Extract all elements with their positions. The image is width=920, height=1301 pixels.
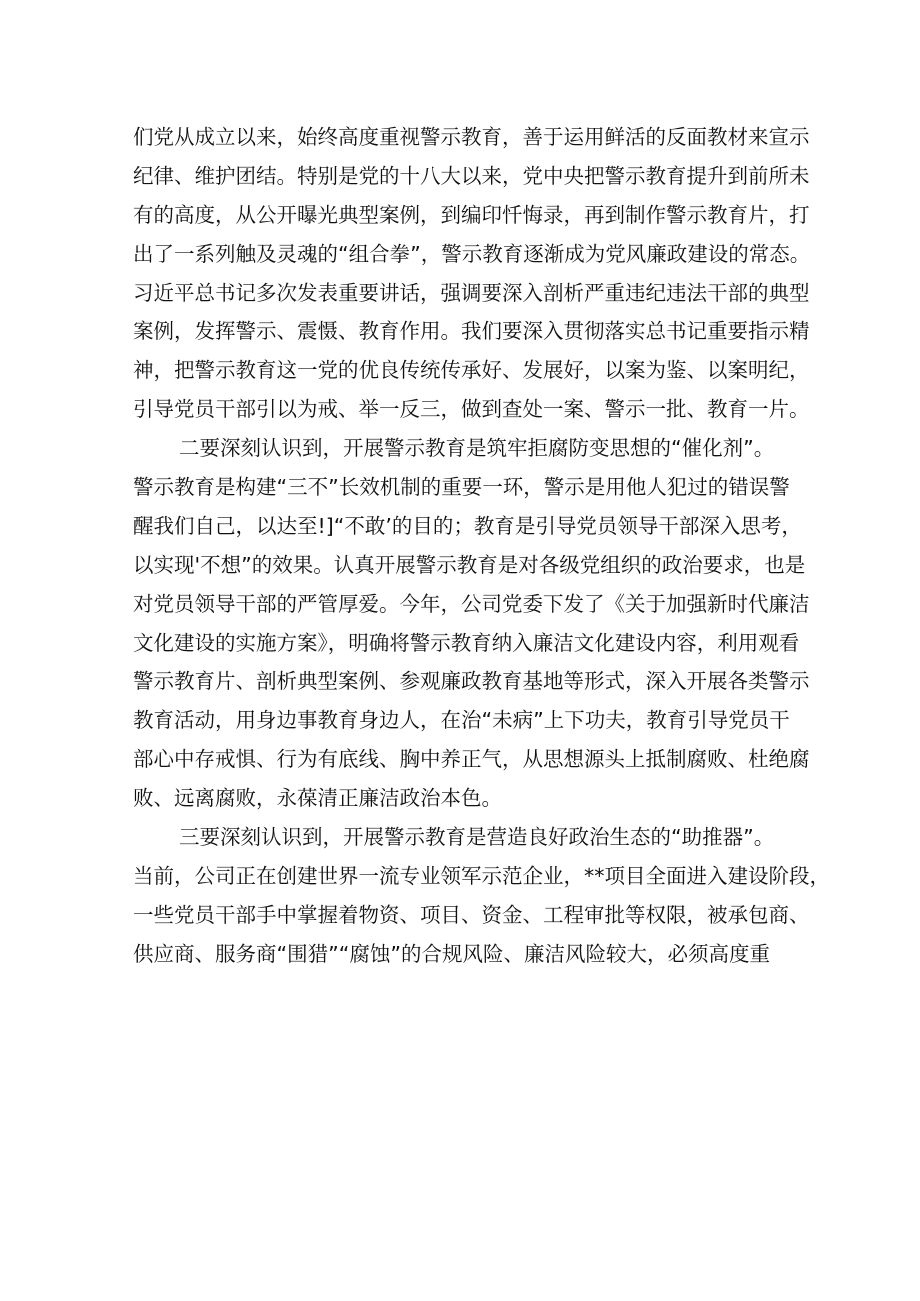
text-line: 以实现'不想”的效果。认真开展警示教育是对各级党组织的政治要求，也是 [133, 552, 806, 577]
body-text [133, 118, 830, 974]
paragraph-start-line: 二要深刻认识到，开展警示教育是筑牢拒腐防变思想的“催化剂”。 [179, 436, 775, 461]
text-line: 出了一系列触及灵魂的“组合拳”，警示教育逐渐成为党风廉政建设的常态。 [133, 241, 811, 266]
text-line: 败、远离腐败，永葆清正廉洁政治本色。 [133, 786, 502, 811]
text-line: 案例，发挥警示、震慑、教育作用。我们要深入贯彻落实总书记重要指示精 [133, 319, 810, 344]
text-line: 供应商、服务商“围猎”“腐蚀”的合规风险、廉洁风险较大，必须高度重 [133, 941, 770, 966]
text-line: 有的高度，从公开曝光典型案例，到编印忏悔录，再到制作警示教育片，打 [133, 202, 810, 227]
text-line: 们党从成立以来，始终高度重视警示教育，善于运用鲜活的反面教材来宣示 [133, 125, 810, 149]
text-line: 神，把警示教育这一党的优良传统传承好、发展好，以案为鉴、以案明纪， [133, 358, 810, 383]
text-line: 醒我们自己，以达至!]“不敢’的目的；教育是引导党员领导干部深入思考， [133, 513, 802, 538]
text-line: 一些党员干部手中掌握着物资、项目、资金、工程审批等权限，被承包商、 [133, 902, 810, 927]
text-line: 文化建设的实施方案》，明确将警示教育纳入廉洁文化建设内容，利用观看 [133, 630, 800, 655]
text-line: 部心中存戒惧、行为有底线、胸中养正气，从思想源头上抵制腐败、杜绝腐 [133, 747, 810, 772]
text-line: 警示教育片、剖析典型案例、参观廉政教育基地等形式，深入开展各类警示 [133, 669, 810, 694]
text-line: 对党员领导干部的严管厚爱。今年，公司党委下发了《关于加强新时代廉洁 [133, 591, 810, 616]
paragraph-start-line: 三要深刻认识到，开展警示教育是营造良好政治生态的“助推器”。 [179, 825, 775, 850]
text-line: 教育活动，用身边事教育身边人，在治“未病”上下功夫，教育引导党员干 [133, 708, 790, 733]
text-line: 纪律、维护团结。特别是党的十八大以来，党中央把警示教育提升到前所未 [133, 163, 810, 188]
text-line: 当前，公司正在创建世界一流专业领军示范企业，**项目全面进入建设阶段， [133, 863, 830, 888]
text-line: 警示教育是构建“三不”长效机制的重要一环，警示是用他人犯过的错误警 [133, 475, 790, 500]
text-line: 习近平总书记多次发表重要讲话，强调要深入剖析严重违纪违法干部的典型 [133, 280, 810, 305]
text-line: 引导党员干部引以为戒、举一反三，做到查处一案、警示一批、教育一片。 [133, 397, 810, 422]
